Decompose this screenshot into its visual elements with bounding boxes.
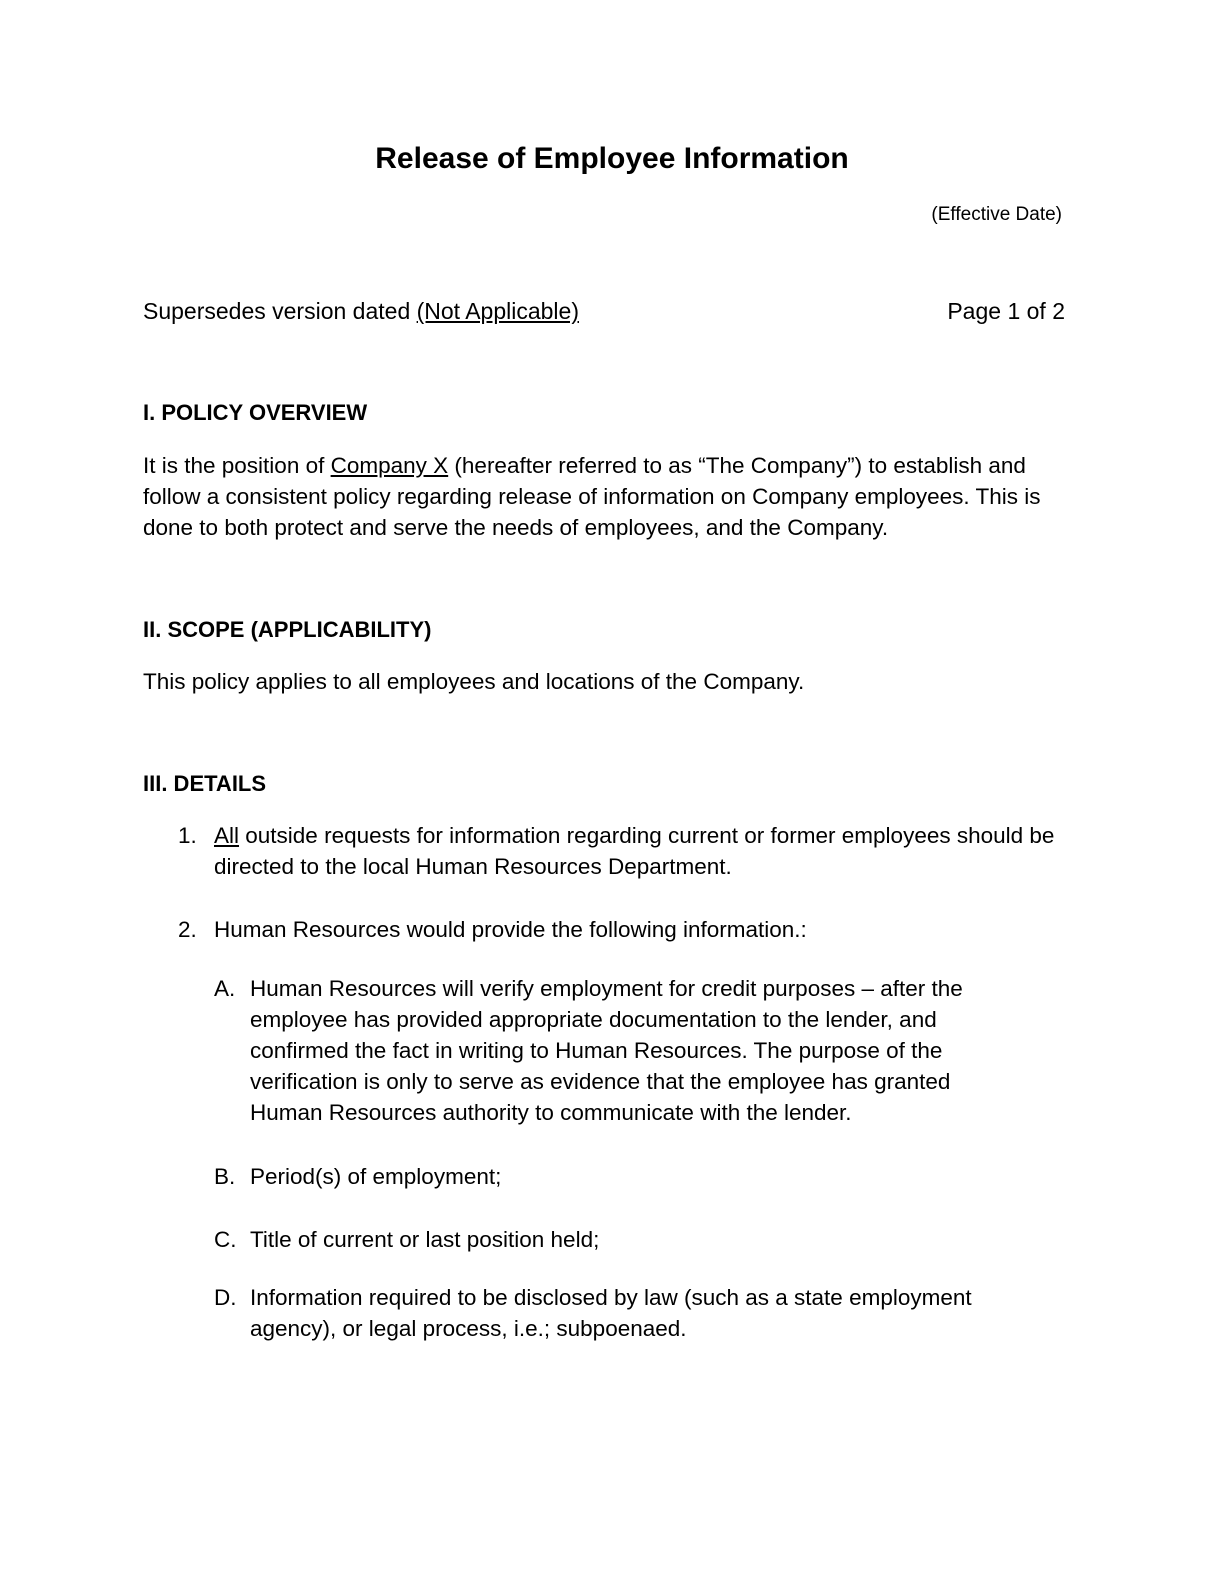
overview-text-before: It is the position of [143,453,331,478]
sublist-item-text: Information required to be disclosed by law (such as a state employment agency), or legal process, i.e.; subpoenaed. [250,1285,972,1341]
details-item-2 [178,914,1083,945]
sublist-item-text: Human Resources will verify employment for credit purposes – after the employee has provided appropriate documentation to the lender, and confirmed the fact in writing to Human Resources. The purpose of the verification is only to serve as evidence that the employee has granted Human Resources authority to communicate with the lender. [250,976,963,1125]
company-name: Company X [330,453,449,478]
page-indicator: Page 1 of 2 [947,298,1065,324]
list-marker: 1. [178,823,197,848]
document-title: Release of Employee Information [375,142,849,175]
details-subitem-d [214,1282,1024,1344]
effective-date: (Effective Date) [931,204,1062,225]
details-subitem-a [214,973,1024,1128]
list-item-text [214,820,1083,882]
item-1-text: outside requests for information regarding current or former employees should be directed to the local Human Resources Department. [214,823,1055,879]
supersedes-value: (Not Applicable) [416,298,579,324]
supersedes-prefix: Supersedes version dated [143,298,417,324]
details-subitem-c [214,1224,1024,1255]
supersedes-label [143,298,579,325]
scope-paragraph: This policy applies to all employees and locations of the Company. [143,669,805,694]
sublist-marker: B. [214,1164,236,1189]
sublist-item-text: Title of current or last position held; [250,1227,600,1252]
list-marker: 2. [178,917,197,942]
overview-text-after: (hereafter referred to as “The Company”) to establish and follow a consistent policy regarding release of information on Company employees. This is done to both protect and serve the needs of employees, and the Company. [143,453,1041,540]
sublist-marker: A. [214,976,236,1001]
section-heading-details: III. DETAILS [143,771,267,796]
policy-overview-paragraph [143,450,1083,543]
list-item-text: Human Resources would provide the following information.: [214,917,807,942]
sublist-marker: D. [214,1285,237,1310]
emphasis-all: All [214,823,240,848]
section-heading-policy-overview: I. POLICY OVERVIEW [143,400,368,425]
sublist-marker: C. [214,1227,237,1252]
details-item-1 [178,820,1083,882]
sublist-item-text: Period(s) of employment; [250,1164,502,1189]
details-subitem-b [214,1161,1024,1192]
supersedes-line [143,298,1065,325]
section-heading-scope: II. SCOPE (APPLICABILITY) [143,617,432,642]
